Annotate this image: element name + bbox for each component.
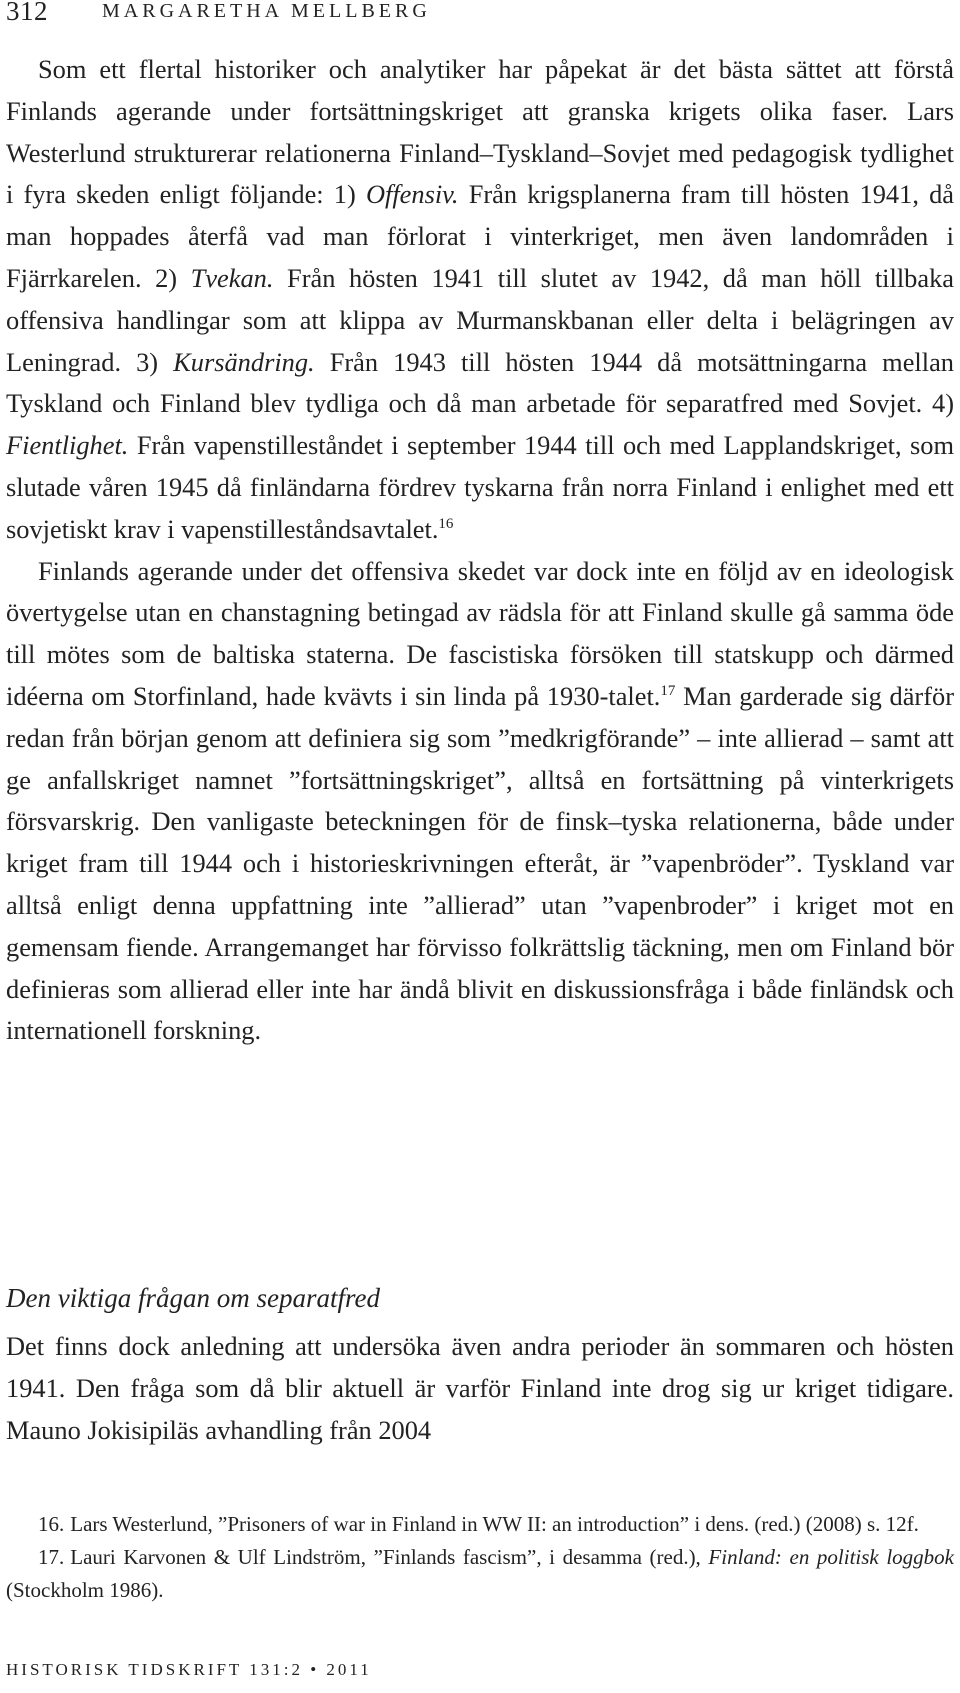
- phase-kursandring: Kursändring.: [173, 346, 315, 377]
- body-paragraph-1: [6, 49, 954, 1052]
- p1-text-1: Som ett flertal historiker och analytiker har påpekat är det bästa sättet att förstå Finlands agerande under fortsättningskriget att granska krigets olika faser. Lars Westerlund strukturerar relationerna Finland–Tyskland–Sovjet med pedagogisk tydlighet i fyra skeden enligt följande: 1): [6, 54, 954, 210]
- footnote-17-text-after: (Stockholm 1986).: [6, 1578, 164, 1602]
- paragraph-phases: [6, 49, 954, 551]
- p2-text-1: Finlands agerande under det offensiva skedet var dock inte en följd av en ideologisk övertygelse utan en chanstagning betingad av rädsla för att Finland skulle gå samma öde till mötes som de baltiska staterna. De fascistiska försöken till statskupp och därmed idéerna om Storfinland, hade kvävts i sin linda på 1930-talet.: [6, 555, 954, 711]
- footnote-17-text-before: Lauri Karvonen & Ulf Lindström, ”Finlands fascism”, i desamma (red.),: [70, 1545, 709, 1569]
- footnote-17: [6, 1541, 954, 1607]
- footnote-ref-17[interactable]: 17: [660, 683, 676, 700]
- footnote-16-number: 16.: [38, 1512, 65, 1536]
- journal-footer: HISTORISK TIDSKRIFT 131:2 • 2011: [6, 1660, 372, 1679]
- p1-text-5: Från vapenstilleståndet i september 1944 till och med Lapplandskriget, som slutade våren 1945 då finländarna fördrev tyskarna från norra Finland i enlighet med ett sovjetiskt krav i vapenstilleståndsavtalet.: [6, 430, 954, 544]
- footnotes: [6, 1508, 954, 1607]
- phase-tvekan: Tvekan.: [190, 262, 274, 293]
- footnote-17-italic-title: Finland: en politisk loggbok: [708, 1545, 954, 1569]
- p1-text-2: Från krigsplanerna fram till hösten 1941, då man hoppades återfå vad man förlorat i vinterkriget, men även landområden i Fjärrkarelen. 2): [6, 179, 954, 293]
- section-heading: Den viktiga frågan om separatfred: [6, 1283, 380, 1313]
- page-number: 312: [6, 0, 48, 26]
- footnote-17-number: 17.: [38, 1545, 65, 1569]
- body-paragraph-3: [6, 1326, 954, 1451]
- page-header: [6, 0, 960, 26]
- p2-text-2: Man garderade sig därför redan från början genom att definiera sig som ”medkrigförande” – inte allierad – samt att ge anfallskriget namnet ”fortsättningskriget”, alltså en fortsättning på vinterkrigets försvarskrig. Den vanligaste beteckningen för de finsk–tyska relationerna, både under kriget fram till 1944 och i historieskrivningen efteråt, är ”vapenbröder”. Tyskland var alltså enligt denna uppfattning inte ”allierad” utan ”vapenbroder” i kriget mot en gemensam fiende. Arrangemanget har förvisso folkrättslig täckning, men om Finland bör definieras som allierad eller inte har ändå blivit en diskussionsfråga i både finländsk och internationell forskning.: [6, 680, 954, 1046]
- footnote-16: [6, 1508, 954, 1541]
- phase-offensiv: Offensiv.: [365, 179, 459, 210]
- footnote-16-text: Lars Westerlund, ”Prisoners of war in Finland in WW II: an introduction” i dens. (red.) (2008) s. 12f.: [70, 1512, 919, 1536]
- phase-fientlighet: Fientlighet.: [6, 430, 129, 461]
- footnote-ref-16[interactable]: 16: [438, 515, 454, 532]
- p1-text-4: Från 1943 till hösten 1944 då motsättningarna mellan Tyskland och Finland blev tydliga och då man arbetade för separatfred med Sovjet. 4): [6, 346, 954, 419]
- paragraph-offensive: [6, 551, 954, 1053]
- p1-text-3: Från hösten 1941 till slutet av 1942, då man höll tillbaka offensiva handlingar som att klippa av Murmanskbanan eller delta i belägringen av Leningrad. 3): [6, 262, 954, 377]
- running-head: MARGARETHA MELLBERG: [102, 0, 431, 22]
- paragraph-separatfred: Det finns dock anledning att undersöka även andra perioder än sommaren och hösten 1941. Den fråga som då blir aktuell är varför Finland inte drog sig ur kriget tidigare. Mauno Jokisipiläs avhandling från 2004: [6, 1331, 954, 1445]
